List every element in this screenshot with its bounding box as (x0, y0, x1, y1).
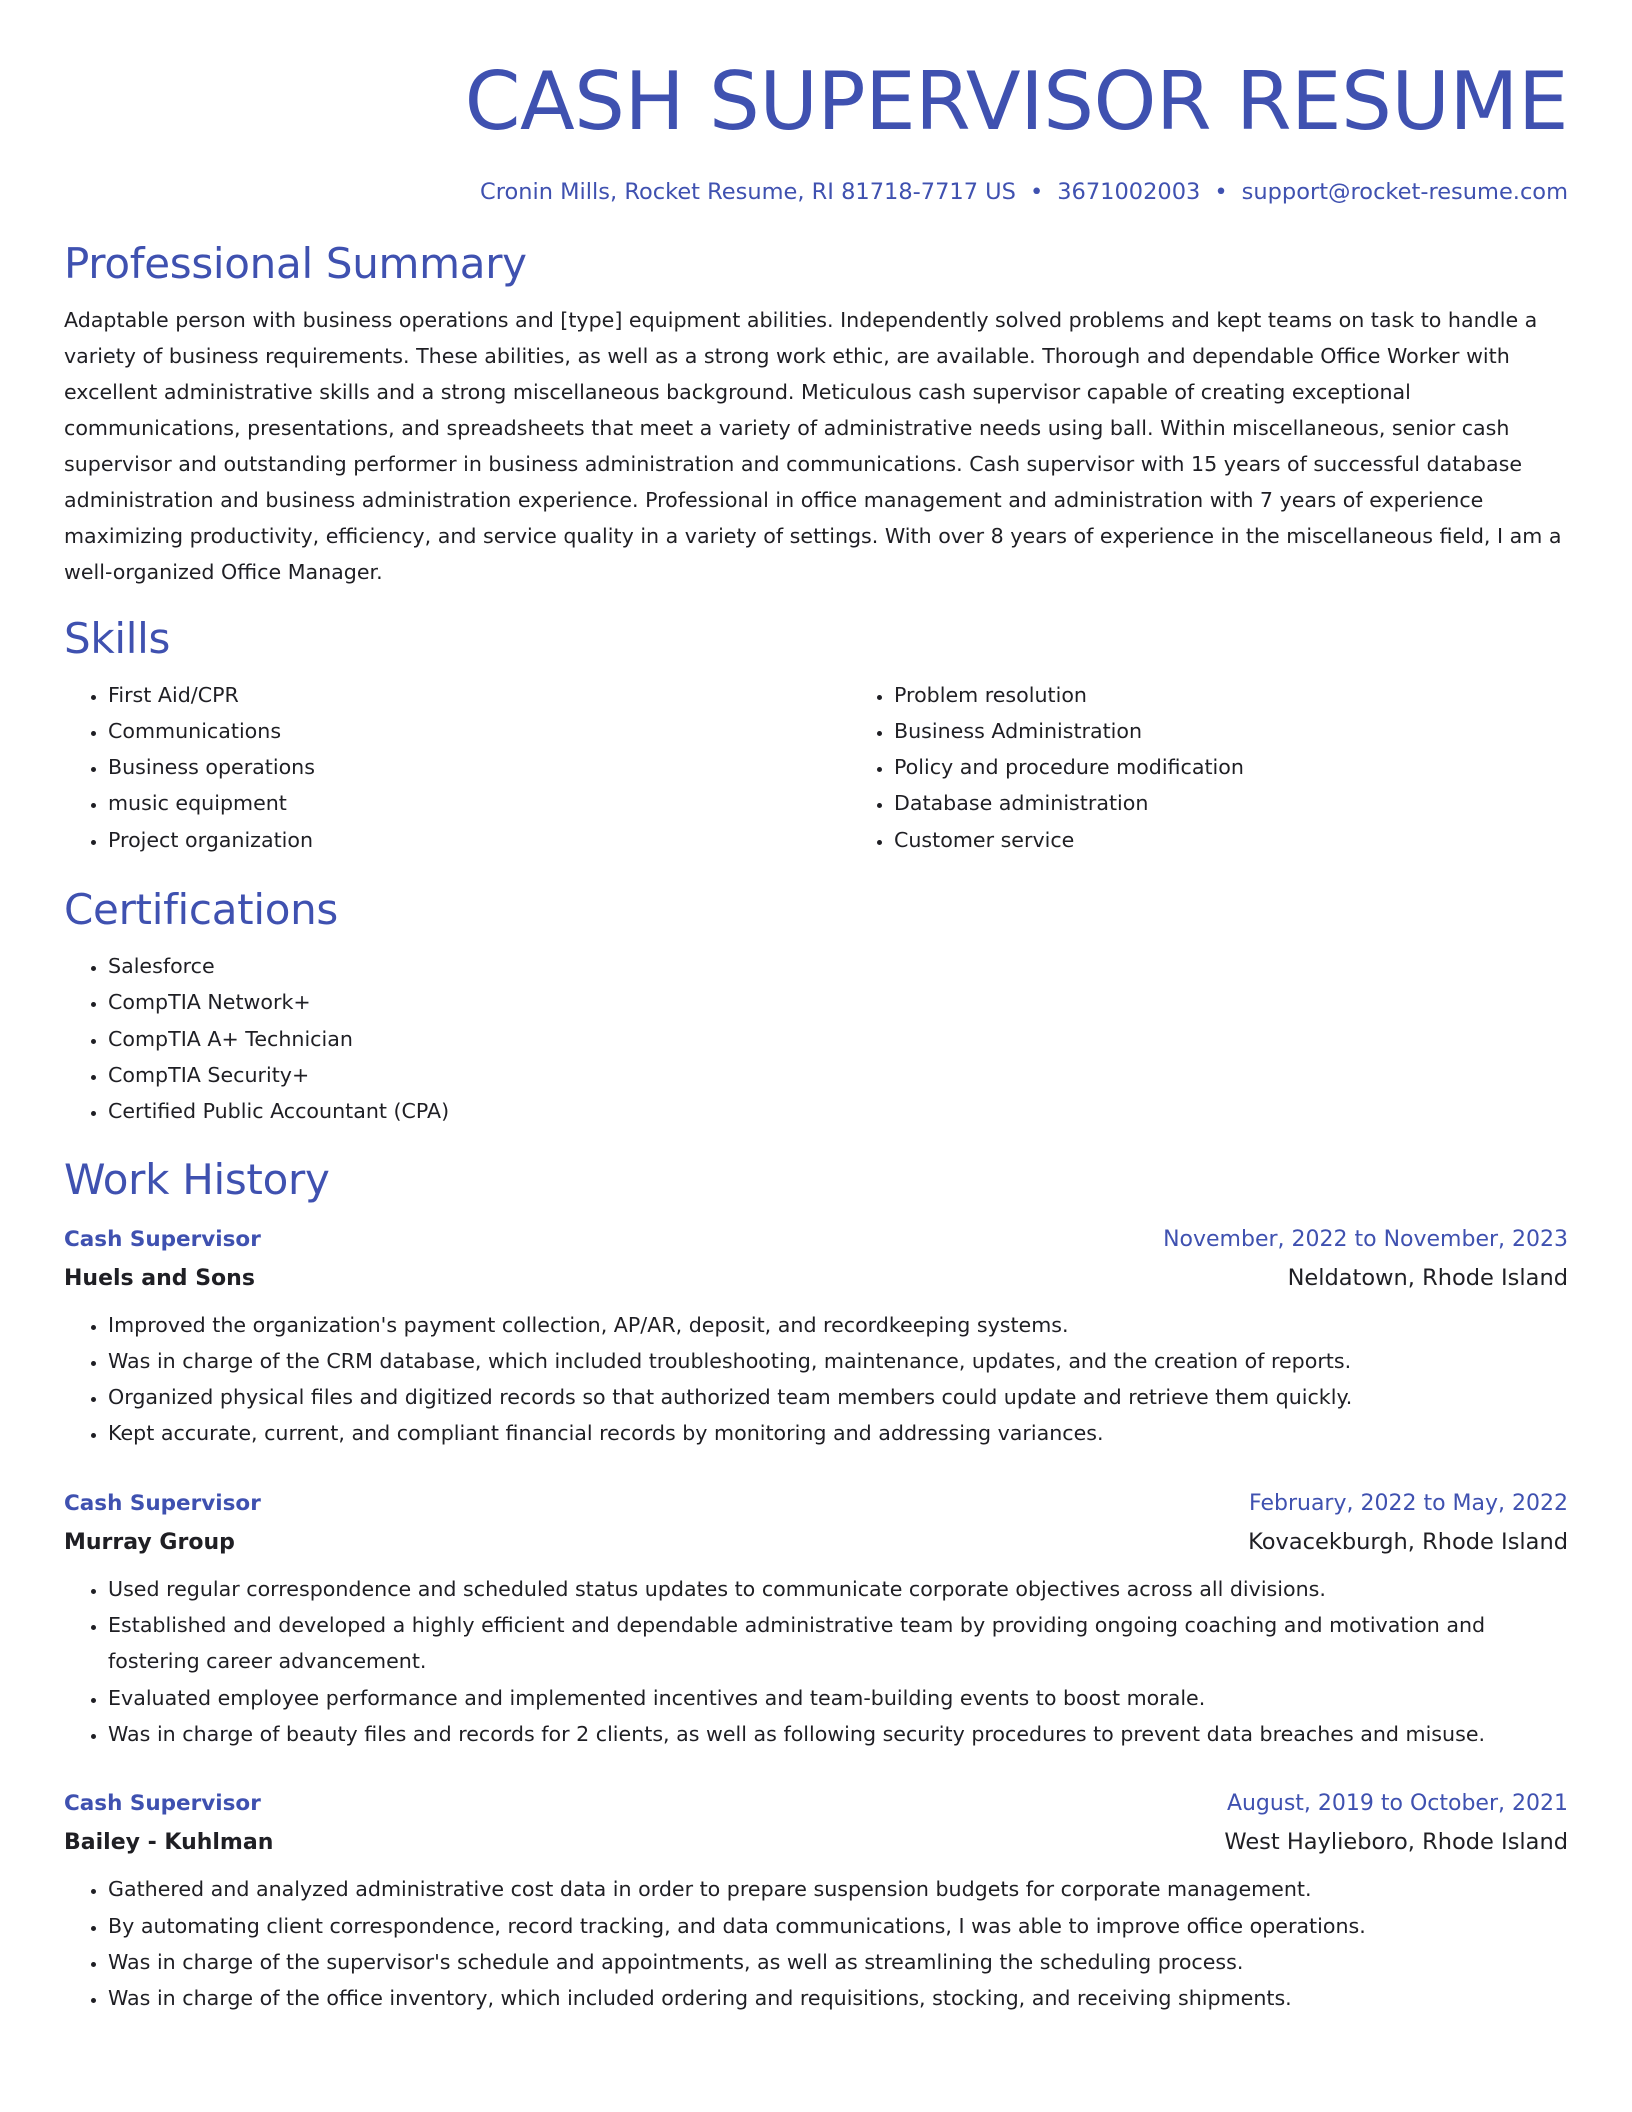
job-company-row (64, 1522, 1568, 1563)
job-bullet: • Was in charge of the supervisor's schedule and appointments, as well as streamlining the scheduling process. (108, 1944, 1568, 1980)
job-bullet: • Used regular correspondence and scheduled status updates to communicate corporate objectives across all divisions. (108, 1571, 1568, 1607)
contact-separator: • (1214, 179, 1228, 205)
skill-item: • Problem resolution (894, 677, 1632, 713)
job-header-row (64, 1222, 1568, 1258)
contact-separator: • (1029, 179, 1044, 205)
job-bullets (64, 1571, 1568, 1752)
contact-address: Cronin Mills, Rocket Resume, RI 81718-7717 US (479, 179, 1016, 205)
skill-item: • music equipment (108, 785, 850, 821)
job-company: Huels and Sons (64, 1265, 255, 1291)
certifications-section (64, 882, 1568, 1129)
contact-phone: 3671002003 (1057, 179, 1201, 205)
certification-item: • CompTIA Network+ (108, 984, 1568, 1020)
skill-item: • Business Administration (894, 713, 1632, 749)
certifications-list (64, 948, 1568, 1129)
job-dates: February, 2022 to May, 2022 (1249, 1490, 1568, 1516)
contact-email: support@rocket-resume.com (1241, 179, 1568, 205)
section-heading-certifications: Certifications (64, 885, 338, 935)
professional-summary-section (64, 236, 1568, 590)
certification-item: • CompTIA Security+ (108, 1057, 1568, 1093)
job-title: Cash Supervisor (64, 1490, 261, 1516)
job-dates: November, 2022 to November, 2023 (1163, 1226, 1568, 1252)
skill-item: • Database administration (894, 785, 1632, 821)
job-bullet: • Was in charge of the office inventory, which included ordering and requisitions, stocking, and receiving shipments. (108, 1980, 1568, 2016)
certification-item: • Salesforce (108, 948, 1568, 984)
skill-item: • Communications (108, 713, 850, 749)
work-history-section (64, 1152, 1568, 2017)
job-bullets (64, 1307, 1568, 1452)
job-bullet: • Established and developed a highly efficient and dependable administrative team by providing ongoing coaching and motivation and fostering career advancement. (108, 1607, 1568, 1680)
summary-text: Adaptable person with business operations and [type] equipment abilities. Independently solved problems and kept teams on task to handle a variety of business requirements. These abilities, as well as a strong work ethic, are available. Thorough and dependable Office Worker with excellent administrative skills and a strong miscellaneous background. Meticulous cash supervisor capable of creating exceptional communications, presentations, and spreadsheets that meet a variety of administrative needs using ball. Within miscellaneous, senior cash supervisor and outstanding performer in business administration and communications. Cash supervisor with 15 years of successful database administration and business administration experience. Professional in office management and administration with 7 years of experience maximizing productivity, efficiency, and service quality in a variety of settings. With over 8 years of experience in the miscellaneous field, I am a well-organized Office Manager. (64, 308, 1562, 584)
skill-item: • Business operations (108, 749, 850, 785)
job-bullet: • Was in charge of beauty files and records for 2 clients, as well as following security procedures to prevent data breaches and misuse. (108, 1716, 1568, 1752)
skill-item: • Policy and procedure modification (894, 749, 1632, 785)
job-bullet: • Organized physical files and digitized records so that authorized team members could update and retrieve them quickly. (108, 1379, 1568, 1415)
job-company-row (64, 1258, 1568, 1299)
job-header-row (64, 1486, 1568, 1522)
resume-page (64, 0, 1568, 2016)
section-heading-work-history: Work History (64, 1154, 330, 1204)
job-bullet: • Was in charge of the CRM database, which included troubleshooting, maintenance, updates, and the creation of reports. (108, 1343, 1568, 1379)
job-company: Murray Group (64, 1529, 235, 1555)
certification-item: • CompTIA A+ Technician (108, 1021, 1568, 1057)
job-location: Kovacekburgh, Rhode Island (1248, 1528, 1568, 1555)
job-title: Cash Supervisor (64, 1226, 261, 1252)
job-header-row (64, 1786, 1568, 1822)
certification-item: • Certified Public Accountant (CPA) (108, 1093, 1568, 1129)
job-entry (64, 1486, 1568, 1752)
job-bullet: • By automating client correspondence, record tracking, and data communications, I was able to improve office operations. (108, 1908, 1568, 1944)
skills-list-right (850, 677, 1632, 858)
job-bullet: • Kept accurate, current, and compliant financial records by monitoring and addressing variances. (108, 1415, 1568, 1451)
resume-title: CASH SUPERVISOR RESUME (464, 55, 1568, 148)
skills-columns (64, 667, 1568, 858)
job-location: Neldatown, Rhode Island (1287, 1264, 1568, 1291)
skills-list-left (64, 677, 850, 858)
skill-item: • Project organization (108, 822, 850, 858)
job-company: Bailey - Kuhlman (64, 1830, 274, 1856)
job-company-row (64, 1822, 1568, 1863)
job-dates: August, 2019 to October, 2021 (1226, 1791, 1568, 1817)
section-heading-summary: Professional Summary (64, 239, 527, 288)
skills-section (64, 611, 1568, 858)
job-bullet: • Evaluated employee performance and implemented incentives and team-building events to boost morale. (108, 1680, 1568, 1716)
contact-line (64, 176, 1568, 208)
job-entry (64, 1222, 1568, 1452)
skill-item: • Customer service (894, 822, 1632, 858)
job-bullet: • Improved the organization's payment collection, AP/AR, deposit, and recordkeeping systems. (108, 1307, 1568, 1343)
job-bullets (64, 1871, 1568, 2016)
skill-item: • First Aid/CPR (108, 677, 850, 713)
job-location: West Haylieboro, Rhode Island (1224, 1829, 1568, 1856)
job-title: Cash Supervisor (64, 1791, 261, 1817)
job-entry (64, 1786, 1568, 2016)
job-bullet: • Gathered and analyzed administrative cost data in order to prepare suspension budgets for corporate management. (108, 1871, 1568, 1907)
section-heading-skills: Skills (64, 613, 171, 663)
